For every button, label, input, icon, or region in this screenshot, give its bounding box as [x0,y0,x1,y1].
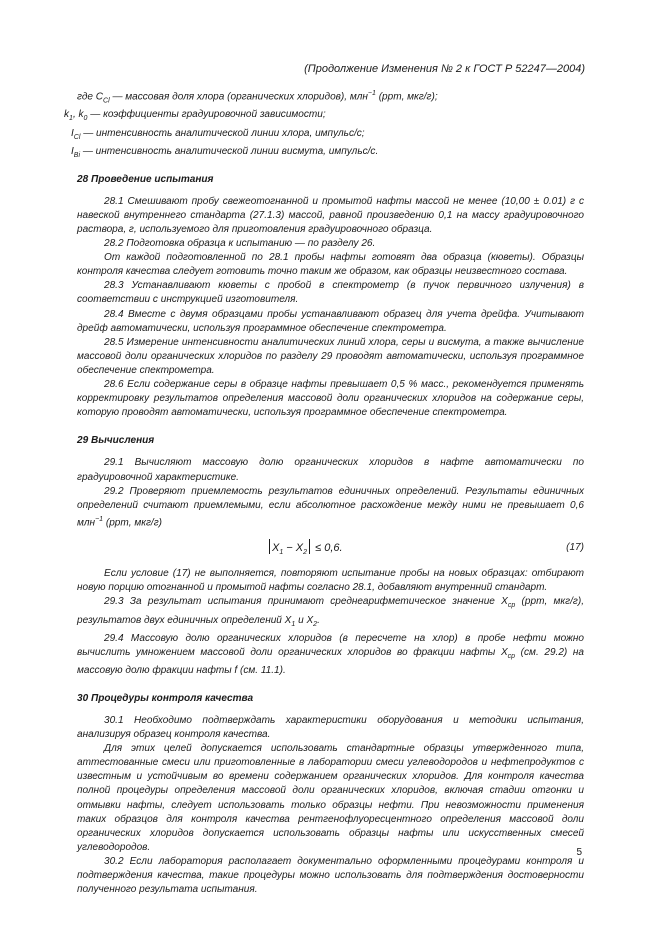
paragraph [77,595,584,631]
formula-17 [77,536,584,561]
def-text: где C [77,91,104,103]
subscript: 0 [83,115,88,123]
paragraph: От каждой подготовленной по 28.1 пробы нафты готовят два образца (кюветы). Образцы контроля качества следует готовить точно таким же образом, как образцы неизвестного состава. [77,252,584,278]
paragraph: 28.1 Смешивают пробу свежеотогнанной и промытой нафты массой не менее (10,00 ± 0.01) г с навеской внутреннего стандарта (27.1.3) массой, равной произведению 0,1 на массу градуировочного раствора, г, используемого для приготовления градуировочного образца. [77,195,584,235]
page-number: 5 [576,847,582,858]
text-run: (см. 29.2) на массовую долю фракции нафты f (см. 11.1). [77,646,584,676]
abs-bar-left [269,539,270,554]
paragraph: 29.1 Вычисляют массовую долю органических хлоридов в нафте автоматически по градуировочной характеристике. [77,457,584,483]
paragraph [77,632,584,678]
formula-number: (17) [566,542,584,554]
subscript: 1 [279,549,284,557]
formula-var: X [272,542,280,555]
definition-i-bi [71,145,584,163]
subscript: ср [507,652,516,660]
text-run: . [317,614,320,626]
def-text: , k [72,109,84,121]
paragraph: 28.5 Измерение интенсивности аналитических линий хлора, серы и висмута, а также вычисление массовой доли органических хлоридов по разделу 29 проводят автоматически, используя программное обеспечение спектрометра. [77,336,584,376]
paragraph: 30.2 Если лаборатория располагает документально оформленными процедурами контроля и подтверждения качества, такие процедуры можно использовать для подтверждения достоверности полученного результата испытания. [77,855,584,896]
paragraph [77,485,584,531]
formula-rhs: ≤ 0,6. [312,542,343,555]
def-text: — массовая доля хлора (органических хлоридов), млн [109,91,368,103]
text-run: 29.3 За результат испытания принимают среднеарифметическое значение X [104,596,508,608]
paragraph: 30.1 Необходимо подтверждать характеристики оборудования и методики испытания, анализируя образец контроля качества. [77,714,584,741]
text-run: и X [295,614,314,626]
def-text: k [64,109,70,121]
section-28-title: 28 Проведение испытания [77,173,214,185]
subscript: 2 [313,620,318,628]
document-body [64,87,584,897]
text-run: 29.4 Массовую долю органических хлоридов (в пересчете на хлор) в пробе нефти можно вычислить умножением массовой доли органических хлоридов во фракции нафты X [77,632,584,658]
def-text: I [71,127,74,139]
variable-definitions [64,87,584,163]
def-text: I [71,145,74,157]
section-30-title: 30 Процедуры контроля качества [77,692,254,704]
subscript: ср [507,602,516,610]
subscript: 1 [291,620,296,628]
subscript: Cl [103,97,110,105]
paragraph: Если условие (17) не выполняется, повторяют испытание пробы на новых образцах: отбирают новую порцию отогнанной и промытой нафты согласно 28.1, добавляют внутренний стандарт. [77,568,584,594]
section-29-title: 29 Вычисления [77,435,155,447]
def-text: — коэффициенты градуировочной зависимости; [87,109,326,121]
paragraph: 28.4 Вместе с двумя образцами пробы устанавливают образец для учета дрейфа. Учитывают дрейф автоматически, используя программное обеспечение спектрометра. [77,308,584,334]
subscript: Cl [73,133,81,141]
superscript: −1 [367,90,376,97]
subscript: 2 [303,549,308,557]
subscript: 1 [69,115,73,123]
def-text: — интенсивность аналитической линии хлора, импульс/с; [80,127,365,139]
text-run: (ppm, мкг/г), результатов двух единичных определений X [77,596,584,626]
subscript: Bi [73,151,81,159]
def-text: (ppm, мкг/г); [375,91,438,103]
def-text: — интенсивность аналитической линии висмута, импульс/с. [80,145,379,157]
paragraph: 28.3 Устанавливают кюветы с пробой в спектрометр (в пучок первичного излучения) в соответствии с инструкцией изготовителя. [77,280,584,306]
paragraph: Для этих целей допускается использовать стандартные образцы утвержденного типа, аттестованные смеси или приготовленные в лаборатории смеси углеводородов и нефтепродуктов с известным и устойчивым во времени содержанием органических хлоридов. Для контроля качества полной процедуры определения массовой доли органических хлоридов, включая стадии отгонки и отмывки нафты, следует использовать только образцы нефти. При невозможности применения таких образцов для контроля качества рентгенофлуоресцентного определения массовой доли органических хлоридов допускается использовать образцы нафты или искусственных смесей углеводородов. [77,743,584,853]
definition-k [64,108,584,126]
page-header: (Продолжение Изменения № 2 к ГОСТ Р 52247—2004) [304,63,585,75]
text-run: 29.2 Проверяют приемлемость результатов единичных определений. Результаты единичных определений считают приемлемыми, если абсолютное расхождение между ними не превышает 0,6 млн [77,485,584,529]
definition-i-cl [71,127,584,145]
paragraph: 28.2 Подготовка образца к испытанию — по разделу 26. [104,238,376,250]
formula-op: − [283,542,296,555]
formula-var: X [295,542,304,555]
abs-bar-right [309,539,310,554]
paragraph: 28.6 Если содержание серы в образце нафты превышает 0,5 % масс., рекомендуется применять корректировку результатов определения массовой доли органических хлоридов на содержание серы, которую проводят автоматически, используя программное обеспечение спектрометра. [77,379,584,419]
superscript: −1 [95,515,104,523]
formula-expression [267,539,343,560]
text-run: (ppm, мкг/г) [103,517,163,529]
definition-c-cl [77,87,584,108]
